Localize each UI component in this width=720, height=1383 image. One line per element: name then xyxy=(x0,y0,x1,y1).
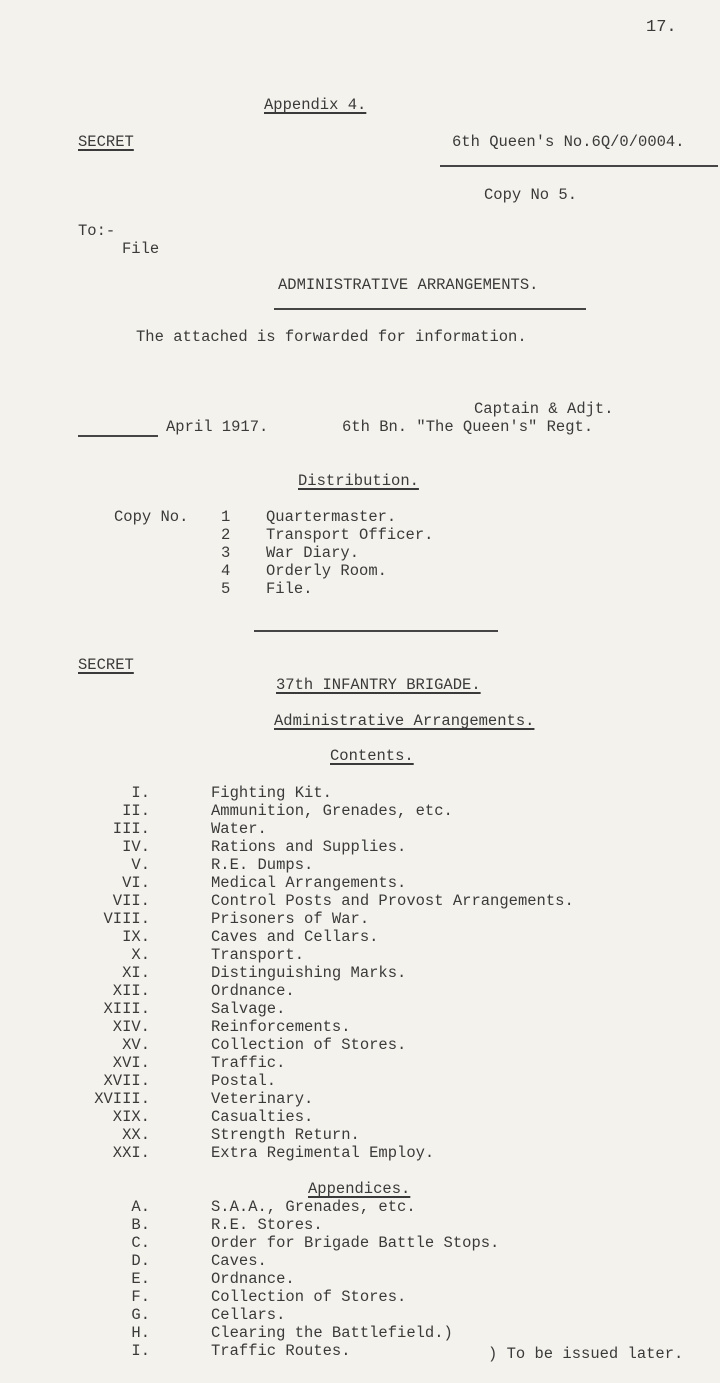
section-divider xyxy=(254,630,498,632)
contents-number: XVIII. xyxy=(94,1090,150,1108)
contents-heading: Contents. xyxy=(330,747,414,765)
body-text: The attached is forwarded for information. xyxy=(136,328,527,346)
contents-item: Ordnance. xyxy=(211,982,295,1000)
contents-number: XIV. xyxy=(112,1018,150,1036)
contents-item: R.E. Dumps. xyxy=(211,856,314,874)
reference-rule xyxy=(440,165,718,167)
appendix-item: Clearing the Battlefield.) xyxy=(211,1324,453,1342)
subject-rule xyxy=(274,308,586,310)
contents-item: Traffic. xyxy=(211,1054,286,1072)
contents-number: IX. xyxy=(122,928,150,946)
order-title: Administrative Arrangements. xyxy=(274,712,535,730)
appendix-item: Collection of Stores. xyxy=(211,1288,407,1306)
issued-later-note: ) To be issued later. xyxy=(488,1345,684,1363)
appendix-letter: G. xyxy=(131,1306,150,1324)
appendix-item: Cellars. xyxy=(211,1306,286,1324)
contents-item: Veterinary. xyxy=(211,1090,314,1108)
date-blank-rule xyxy=(78,435,158,437)
distribution-recipient: File. xyxy=(266,580,313,598)
appendix-letter: F. xyxy=(131,1288,150,1306)
contents-item: Fighting Kit. xyxy=(211,784,332,802)
contents-item: Ammunition, Grenades, etc. xyxy=(211,802,453,820)
classification-label: SECRET xyxy=(78,133,134,151)
page-number: 17. xyxy=(646,18,677,37)
contents-number: VII. xyxy=(112,892,150,910)
to-label: To:- xyxy=(78,222,116,240)
distribution-number: 3 xyxy=(221,544,231,562)
appendix-letter: A. xyxy=(131,1198,150,1216)
contents-number: XX. xyxy=(122,1126,150,1144)
appendix-title: Appendix 4. xyxy=(264,96,367,114)
contents-number: XIII. xyxy=(103,1000,150,1018)
appendix-letter: E. xyxy=(131,1270,150,1288)
contents-item: Control Posts and Provost Arrangements. xyxy=(211,892,574,910)
contents-item: Casualties. xyxy=(211,1108,314,1126)
contents-number: XV. xyxy=(122,1036,150,1054)
contents-number: III. xyxy=(112,820,150,838)
contents-item: Strength Return. xyxy=(211,1126,360,1144)
to-recipient: File xyxy=(122,240,160,258)
contents-item: Prisoners of War. xyxy=(211,910,370,928)
document-date: April 1917. xyxy=(166,418,269,436)
brigade-heading: 37th INFANTRY BRIGADE. xyxy=(276,676,481,694)
appendix-letter: I. xyxy=(131,1342,150,1360)
appendix-letter: C. xyxy=(131,1234,150,1252)
distribution-recipient: Transport Officer. xyxy=(266,526,434,544)
contents-number: XVII. xyxy=(103,1072,150,1090)
contents-item: Reinforcements. xyxy=(211,1018,351,1036)
unit-name: 6th Bn. "The Queen's" Regt. xyxy=(342,418,594,436)
appendix-item: Order for Brigade Battle Stops. xyxy=(211,1234,500,1252)
contents-number: XII. xyxy=(112,982,150,1000)
distribution-number: 2 xyxy=(221,526,231,544)
distribution-recipient: Quartermaster. xyxy=(266,508,397,526)
subject-heading: ADMINISTRATIVE ARRANGEMENTS. xyxy=(278,276,539,294)
contents-number: XXI. xyxy=(112,1144,150,1162)
appendix-item: R.E. Stores. xyxy=(211,1216,323,1234)
contents-number: XVI. xyxy=(112,1054,150,1072)
appendix-letter: B. xyxy=(131,1216,150,1234)
contents-item: Postal. xyxy=(211,1072,277,1090)
copy-number: Copy No 5. xyxy=(484,186,578,204)
contents-number: X. xyxy=(131,946,150,964)
contents-number: XIX. xyxy=(112,1108,150,1126)
appendix-item: Ordnance. xyxy=(211,1270,295,1288)
contents-item: Distinguishing Marks. xyxy=(211,964,407,982)
contents-number: II. xyxy=(122,802,150,820)
appendices-heading: Appendices. xyxy=(308,1180,411,1198)
appendix-item: S.A.A., Grenades, etc. xyxy=(211,1198,416,1216)
distribution-label: Copy No. xyxy=(114,508,189,526)
order-classification: SECRET xyxy=(78,656,134,674)
appendix-letter: D. xyxy=(131,1252,150,1270)
signatory-title: Captain & Adjt. xyxy=(474,400,614,418)
distribution-number: 4 xyxy=(221,562,231,580)
contents-item: Salvage. xyxy=(211,1000,286,1018)
appendix-item: Caves. xyxy=(211,1252,267,1270)
distribution-recipient: Orderly Room. xyxy=(266,562,387,580)
contents-number: V. xyxy=(131,856,150,874)
contents-item: Transport. xyxy=(211,946,305,964)
contents-number: XI. xyxy=(122,964,150,982)
contents-item: Extra Regimental Employ. xyxy=(211,1144,435,1162)
contents-item: Medical Arrangements. xyxy=(211,874,407,892)
distribution-title: Distribution. xyxy=(298,472,419,490)
reference-number: 6th Queen's No.6Q/0/0004. xyxy=(452,133,685,151)
contents-item: Rations and Supplies. xyxy=(211,838,407,856)
contents-number: IV. xyxy=(122,838,150,856)
appendix-letter: H. xyxy=(131,1324,150,1342)
contents-number: I. xyxy=(131,784,150,802)
distribution-number: 5 xyxy=(221,580,231,598)
contents-item: Water. xyxy=(211,820,267,838)
contents-item: Collection of Stores. xyxy=(211,1036,407,1054)
distribution-number: 1 xyxy=(221,508,231,526)
distribution-recipient: War Diary. xyxy=(266,544,360,562)
contents-item: Caves and Cellars. xyxy=(211,928,379,946)
contents-number: VIII. xyxy=(103,910,150,928)
contents-number: VI. xyxy=(122,874,150,892)
appendix-item: Traffic Routes. xyxy=(211,1342,351,1360)
